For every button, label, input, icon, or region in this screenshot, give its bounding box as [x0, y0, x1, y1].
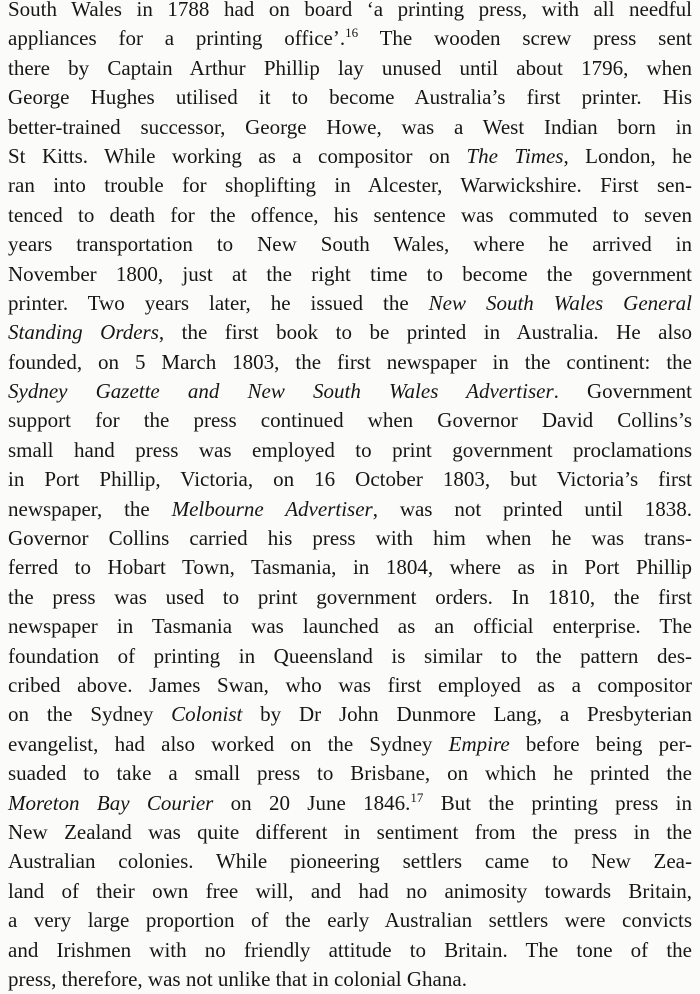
text-line [8, 818, 692, 847]
text-line [8, 642, 692, 671]
text-segment: November 1800, just at the right time to become the government [8, 261, 692, 286]
text-segment: better-trained successor, George Howe, was a West Indian born in [8, 114, 692, 139]
text-segment: foundation of printing in Queensland is similar to the pattern des- [8, 643, 692, 668]
text-line [8, 24, 692, 53]
text-line [8, 465, 692, 494]
text-segment: St Kitts. While working as a compositor on [8, 143, 467, 168]
text-segment: tenced to death for the offence, his sentence was commuted to seven [8, 202, 692, 227]
text-segment: support for the press continued when Governor David Collins’s [8, 408, 692, 433]
text-segment: a very large proportion of the early Australian settlers were convicts [8, 908, 692, 933]
text-segment: suaded to take a small press to Brisbane, on which he printed the [8, 761, 692, 786]
text-segment: printer. Two years later, he issued the [8, 290, 429, 315]
text-segment: South Wales in 1788 had on board ‘a printing press, with all needful [8, 0, 692, 21]
text-line [8, 495, 692, 524]
text-segment: . Government [553, 379, 692, 404]
text-line [8, 54, 692, 83]
footnote-ref: 17 [410, 789, 424, 805]
text-line [8, 877, 692, 906]
text-line [8, 348, 692, 377]
text-line [8, 0, 692, 24]
italic-title: Sydney Gazette and New South Wales Advertiser [8, 379, 554, 404]
text-line [8, 906, 692, 935]
italic-title: Colonist [171, 702, 243, 727]
text-segment: newspaper in Tasmania was launched as an official enterprise. The [8, 614, 692, 639]
text-line [8, 377, 692, 406]
text-line [8, 759, 692, 788]
text-line [8, 436, 692, 465]
text-segment: there by Captain Arthur Phillip lay unused until about 1796, when [8, 55, 692, 80]
text-segment: before being per- [509, 731, 693, 756]
text-line [8, 230, 692, 259]
text-line [8, 847, 692, 876]
text-segment: founded, on 5 March 1803, the first newspaper in the continent: the [8, 349, 692, 374]
italic-title: The Times [466, 143, 564, 168]
text-line [8, 789, 692, 818]
text-segment: ran into trouble for shoplifting in Alcester, Warwickshire. First sen- [8, 173, 692, 198]
italic-title: Standing Orders [8, 320, 159, 345]
text-segment: the press was used to print government orders. In 1810, the first [8, 584, 692, 609]
text-segment: , London, he [563, 143, 692, 168]
text-segment: appliances for a printing office’. [8, 26, 346, 51]
italic-title: Empire [448, 731, 510, 756]
text-segment: and Irishmen with no friendly attitude to Britain. The tone of the [8, 937, 692, 962]
text-segment: in Port Phillip, Victoria, on 16 October 1803, but Victoria’s first [8, 467, 692, 492]
italic-title: Melbourne Advertiser [171, 496, 373, 521]
italic-title: Moreton Bay Courier [8, 790, 214, 815]
footnote-ref: 16 [345, 25, 359, 41]
text-segment: years transportation to New South Wales, where he arrived in [8, 232, 692, 257]
text-segment: , was not printed until 1838. [372, 496, 692, 521]
text-line [8, 83, 692, 112]
text-line [8, 113, 692, 142]
text-segment: Australian colonies. While pioneering settlers came to New Zea- [8, 849, 692, 874]
text-segment: on 20 June 1846. [213, 790, 411, 815]
text-line [8, 965, 692, 994]
text-line [8, 406, 692, 435]
text-segment: George Hughes utilised it to become Australia’s first printer. His [8, 85, 692, 110]
text-segment: on the Sydney [8, 702, 172, 727]
text-segment: cribed above. James Swan, who was first employed as a compositor [8, 672, 692, 697]
text-line [8, 260, 692, 289]
italic-title: New South Wales General [428, 290, 692, 315]
text-segment: press, therefore, was not unlike that in colonial Ghana. [8, 966, 467, 991]
text-segment: by Dr John Dunmore Lang, a Presbyterian [242, 702, 692, 727]
text-segment: , the first book to be printed in Australia. He also [158, 320, 692, 345]
text-segment: newspaper, the [8, 496, 172, 521]
text-line [8, 142, 692, 171]
document-body [8, 0, 692, 994]
text-line [8, 700, 692, 729]
text-segment: small hand press was employed to print government proclamations [8, 437, 692, 462]
text-line [8, 524, 692, 553]
text-segment: land of their own free will, and had no animosity towards Britain, [8, 878, 692, 903]
text-line [8, 171, 692, 200]
text-segment: ferred to Hobart Town, Tasmania, in 1804, where as in Port Phillip [8, 555, 692, 580]
text-line [8, 612, 692, 641]
text-line [8, 730, 692, 759]
text-line [8, 318, 692, 347]
text-segment: Governor Collins carried his press with him when he was trans- [8, 526, 692, 551]
text-line [8, 583, 692, 612]
text-segment: evangelist, had also worked on the Sydney [8, 731, 449, 756]
text-line [8, 289, 692, 318]
text-line [8, 553, 692, 582]
text-segment: The wooden screw press sent [358, 26, 692, 51]
text-line [8, 936, 692, 965]
text-line [8, 671, 692, 700]
text-line [8, 201, 692, 230]
text-segment: New Zealand was quite different in sentiment from the press in the [8, 819, 692, 844]
text-segment: But the printing press in [423, 790, 692, 815]
